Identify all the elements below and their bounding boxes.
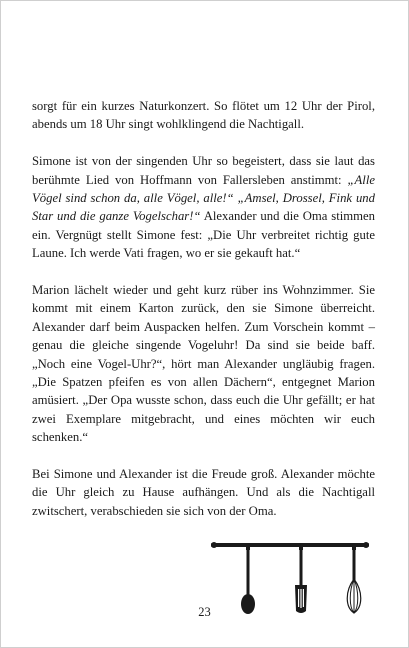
text-run: Alexander und die Oma stimmen ein. Vergnügt stellt Simone fest: „Die Uhr verbreitet richtig gute Laune. Ich werde Vati fragen, wo er sie gekauft hat.“ <box>32 209 375 261</box>
paragraph <box>32 152 375 262</box>
spatula-icon <box>295 547 307 613</box>
utensil-rail-icon <box>211 542 369 548</box>
song-lyrics: „Alle Vögel sind schon da, alle Vögel, alle!“ „Amsel, Drossel, Fink und Star und die ganze Vogelschar!“ <box>32 172 375 224</box>
text-run: Marion lächelt wieder und geht kurz rüber ins Wohnzimmer. Sie kommt mit einem Karton zurück, den sie Simone überreicht. Alexander darf beim Auspacken helfen. Zum Vorschein kommt – genau die gleiche singende Vogeluhr! Da sind sie beide baff. „Noch eine Vogel-Uhr?“, hört man Alexander ungläubig fragen. „Die Spatzen pfeifen es von allen Dächern“, entgegnet Marion amüsiert. „Der Opa wusste schon, dass euch die Uhr gefällt; er hat zwei Exemplare mitgebracht, und eines möchten wir euch schenken.“ <box>32 283 375 445</box>
text-run: sorgt für ein kurzes Naturkonzert. So flötet um 12 Uhr der Pirol, abends um 18 Uhr singt wohlklingend die Nachtigall. <box>32 99 375 132</box>
paragraph <box>32 465 375 520</box>
body-text <box>32 97 375 539</box>
paragraph <box>32 97 375 134</box>
text-run: Bei Simone und Alexander ist die Freude groß. Alexander möchte die Uhr gleich zu Hause aufhängen. Und als die Nachtigall zwitschert, verabschieden sie sich von der Oma. <box>32 467 375 518</box>
paragraph <box>32 281 375 447</box>
whisk-icon <box>347 547 361 613</box>
page-number: 23 <box>198 605 211 619</box>
text-run: Simone ist von der singenden Uhr so begeistert, dass sie laut das berühmte Lied von Hoffmann von Fallersleben anstimmt: <box>32 154 375 187</box>
ladle-icon <box>241 547 255 614</box>
